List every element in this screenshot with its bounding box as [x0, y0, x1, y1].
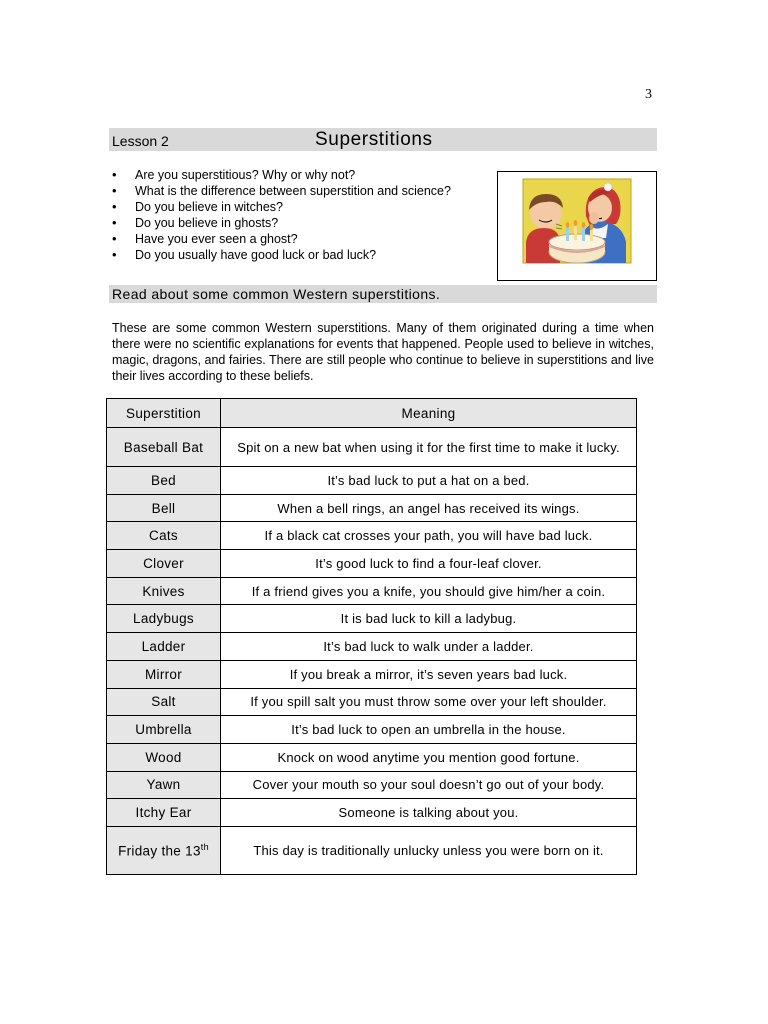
table-row	[107, 605, 637, 633]
meaning-cell: When a bell rings, an angel has received its wings.	[221, 494, 637, 522]
table-row	[107, 577, 637, 605]
superstition-cell: Ladder	[107, 633, 221, 661]
superstition-cell: Bell	[107, 494, 221, 522]
table-row	[107, 494, 637, 522]
illustration-frame	[497, 171, 657, 281]
section-header-bar	[109, 285, 657, 303]
question-item: • Do you usually have good luck or bad luck?	[109, 247, 451, 263]
table-row	[107, 660, 637, 688]
superstition-text: Friday the 13	[118, 843, 201, 859]
birthday-cake-children-icon	[498, 172, 656, 280]
superstition-cell: Baseball Bat	[107, 428, 221, 467]
superstition-cell: Wood	[107, 743, 221, 771]
meaning-cell: Knock on wood anytime you mention good fortune.	[221, 743, 637, 771]
meaning-cell: It’s good luck to find a four-leaf clover.	[221, 550, 637, 578]
meaning-cell: This day is traditionally unlucky unless you were born on it.	[221, 826, 637, 874]
superstition-cell: Umbrella	[107, 716, 221, 744]
question-item: • Have you ever seen a ghost?	[109, 231, 451, 247]
section-heading: Read about some common Western superstitions.	[112, 286, 441, 302]
lesson-label: Lesson 2	[112, 133, 169, 149]
meaning-cell: Spit on a new bat when using it for the first time to make it lucky.	[221, 428, 637, 467]
superstition-cell: Yawn	[107, 771, 221, 799]
superstition-cell: Bed	[107, 467, 221, 495]
table-row	[107, 826, 637, 874]
lesson-title: Superstitions	[315, 129, 433, 150]
meaning-cell: It’s bad luck to walk under a ladder.	[221, 633, 637, 661]
table-row	[107, 771, 637, 799]
meaning-cell: If you break a mirror, it’s seven years bad luck.	[221, 660, 637, 688]
table-row	[107, 716, 637, 744]
question-item: • Do you believe in witches?	[109, 199, 451, 215]
table-row	[107, 522, 637, 550]
intro-paragraph: These are some common Western superstitions. Many of them originated during a time when there were no scientific explanations for events that happened. People used to believe in witches, magic, dragons, and fairies. There are still people who continue to believe in superstitions and live their lives according to these beliefs.	[112, 321, 654, 383]
superstition-cell: Itchy Ear	[107, 799, 221, 827]
superstition-cell: Ladybugs	[107, 605, 221, 633]
ordinal-superscript: th	[200, 842, 209, 853]
meaning-cell: Cover your mouth so your soul doesn’t go out of your body.	[221, 771, 637, 799]
question-item: • What is the difference between superstition and science?	[109, 183, 451, 199]
table-header-row	[107, 399, 637, 428]
superstitions-table	[106, 398, 637, 875]
question-item: • Do you believe in ghosts?	[109, 215, 451, 231]
table-row	[107, 688, 637, 716]
table-row	[107, 799, 637, 827]
header-meaning: Meaning	[221, 399, 637, 428]
page-number: 3	[645, 87, 652, 102]
superstition-cell: Salt	[107, 688, 221, 716]
question-item: • Are you superstitious? Why or why not?	[109, 167, 451, 183]
table-row	[107, 743, 637, 771]
meaning-cell: It’s bad luck to open an umbrella in the house.	[221, 716, 637, 744]
meaning-cell: It is bad luck to kill a ladybug.	[221, 605, 637, 633]
table-row	[107, 550, 637, 578]
meaning-cell: It’s bad luck to put a hat on a bed.	[221, 467, 637, 495]
header-superstition: Superstition	[107, 399, 221, 428]
lesson-header-bar	[109, 128, 657, 151]
superstition-cell	[107, 826, 221, 874]
meaning-cell: If a black cat crosses your path, you will have bad luck.	[221, 522, 637, 550]
superstition-cell: Clover	[107, 550, 221, 578]
superstition-cell: Cats	[107, 522, 221, 550]
meaning-cell: If a friend gives you a knife, you should give him/her a coin.	[221, 577, 637, 605]
meaning-cell: If you spill salt you must throw some over your left shoulder.	[221, 688, 637, 716]
meaning-cell: Someone is talking about you.	[221, 799, 637, 827]
table-row	[107, 633, 637, 661]
superstition-cell: Knives	[107, 577, 221, 605]
table-row	[107, 428, 637, 467]
table-row	[107, 467, 637, 495]
superstition-cell: Mirror	[107, 660, 221, 688]
discussion-questions	[109, 167, 451, 263]
